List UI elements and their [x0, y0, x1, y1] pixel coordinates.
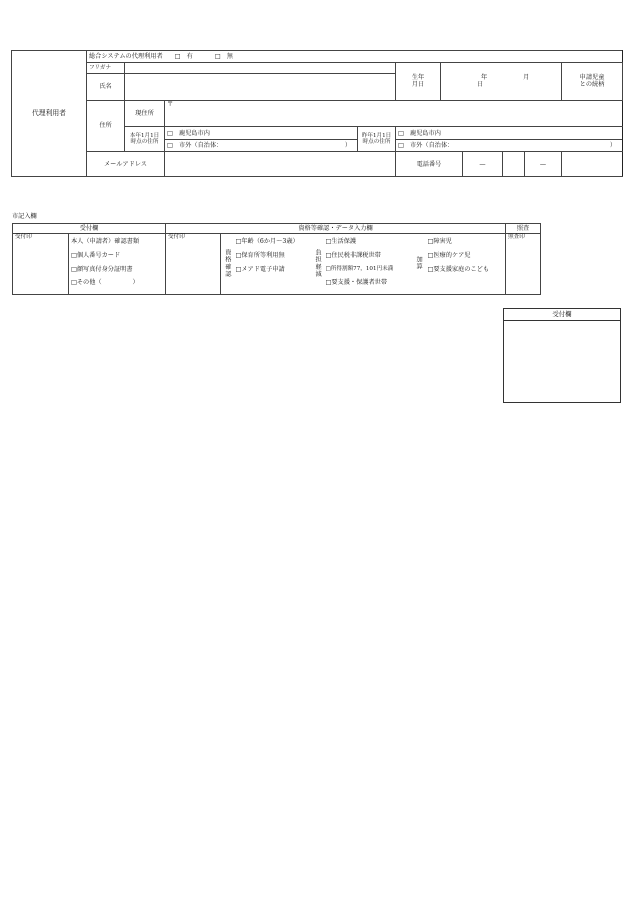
jan1-last-year-label: 昨年1月1日 時点の住所	[358, 127, 396, 152]
check-stamp-cell[interactable]	[506, 234, 541, 295]
add-medical-care-checkbox[interactable]: □医療的ケア児	[427, 251, 471, 259]
email-label: メールアドレス	[87, 152, 165, 177]
name-label: 氏名	[87, 73, 125, 100]
proxy-user-table	[11, 50, 623, 177]
name-field[interactable]	[125, 73, 396, 100]
eligibility-stamp-cell[interactable]	[166, 234, 221, 295]
add-disabled-checkbox[interactable]: □障害児	[427, 238, 452, 245]
id-docs-title: 本人（申請者）確認書類	[71, 238, 140, 245]
office-section-title: 市記入欄	[12, 213, 37, 220]
receipt-box-title: 受付欄	[504, 309, 620, 321]
email-field[interactable]	[165, 152, 396, 177]
postal-mark: 〒	[167, 100, 174, 108]
burden-items-cell	[324, 234, 412, 295]
receipt-box[interactable]	[503, 308, 621, 403]
phone-dash-2: —	[525, 152, 562, 177]
burden-welfare-checkbox[interactable]: □生活保護	[325, 238, 357, 245]
system-proxy-row	[87, 51, 623, 63]
proxy-section-label: 代理利用者	[12, 51, 87, 177]
burden-nontax-checkbox[interactable]: □住民税非課税世帯	[325, 251, 381, 259]
elig-age-checkbox[interactable]: □年齢（6か月～3歳）	[235, 238, 299, 245]
reception-stamp-label: 受付印	[15, 234, 32, 240]
option-yes-checkbox[interactable]: □ 有	[174, 53, 193, 61]
birth-date-field[interactable]	[441, 63, 562, 100]
option-no-checkbox[interactable]: □ 無	[214, 53, 233, 61]
current-address-label: 現住所	[125, 100, 165, 127]
last-year-outside-option[interactable]: □ 市外（自治体： ）	[396, 139, 623, 151]
reception-column-header: 受付欄	[13, 224, 166, 234]
last-year-kagoshima-option[interactable]: □ 鹿児島市内	[396, 127, 623, 139]
elig-nursery-checkbox[interactable]: □保育所等利用無	[235, 251, 285, 259]
phone-dash-1: —	[463, 152, 503, 177]
check-column-header: 照査	[506, 224, 541, 234]
month-label: 月	[523, 74, 530, 82]
elig-email-checkbox[interactable]: □メアド電子申請	[235, 265, 285, 273]
year-label: 年	[480, 74, 488, 82]
this-year-kagoshima-option[interactable]: □ 鹿児島市内	[165, 127, 358, 139]
id-doc-mynumber-checkbox[interactable]: □個人番号カード	[71, 251, 121, 259]
day-label: 日	[476, 81, 484, 89]
burden-vertical-label: 負担軽減	[312, 234, 324, 295]
relation-label: 申請児童 との続柄	[562, 63, 623, 100]
add-support-family-checkbox[interactable]: □要支援家庭のこども	[427, 265, 490, 273]
burden-support-checkbox[interactable]: □要支援・保護者世帯	[325, 279, 388, 287]
id-doc-photo-checkbox[interactable]: □顔写真付身分証明書	[71, 265, 133, 273]
system-proxy-label: 総合システムの代理利用者	[89, 53, 163, 61]
eligibility-column-header: 資格等確認・データ入力欄	[166, 224, 506, 234]
birth-label: 生年 月日	[396, 63, 441, 100]
phone-field-2[interactable]	[503, 152, 525, 177]
burden-income-checkbox[interactable]: □所得割額77，101円未満	[325, 265, 394, 272]
furigana-field[interactable]	[125, 63, 396, 73]
eligibility-stamp-label: 受付印	[168, 234, 185, 240]
office-use-table	[12, 223, 541, 295]
jan1-this-year-label: 本年1月1日 時点の住所	[125, 127, 165, 152]
address-label: 住所	[87, 100, 125, 152]
eligibility-items-cell	[234, 234, 312, 295]
this-year-outside-option[interactable]: □ 市外（自治体： ）	[165, 139, 358, 151]
id-doc-other-checkbox[interactable]: □その他（ ）	[71, 279, 139, 287]
id-docs-cell	[69, 234, 166, 295]
furigana-label: フリガナ	[87, 63, 125, 73]
phone-field-3[interactable]	[562, 152, 623, 177]
eligibility-vertical-label: 資格確認	[221, 234, 234, 295]
add-items-cell	[426, 234, 506, 295]
check-stamp-label: 照査印	[508, 234, 525, 240]
current-address-field[interactable]	[165, 100, 623, 127]
reception-stamp-cell[interactable]	[13, 234, 69, 295]
phone-label: 電話番号	[396, 152, 463, 177]
add-vertical-label: 加算	[412, 234, 426, 295]
